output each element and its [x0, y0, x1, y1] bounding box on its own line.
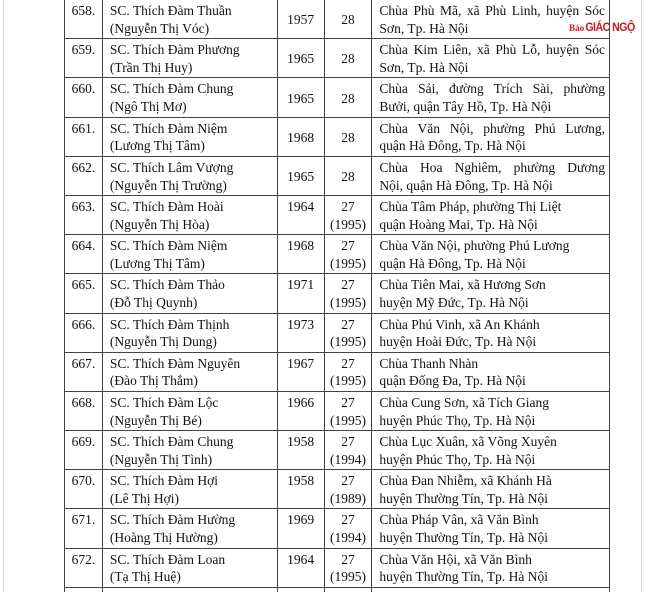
table-row: [65, 392, 610, 431]
secular-name: (Đỗ Thị Quynh): [109, 295, 198, 311]
cell-number: [65, 314, 103, 352]
cell-number: [65, 549, 103, 587]
address-line-1: Chùa Văn Hội, xã Văn Bình: [379, 551, 532, 567]
address-line-2: quận Hà Đông, Tp. Hà Nội: [379, 255, 526, 271]
row-number: 665.: [71, 277, 96, 293]
birth-year: 1958: [287, 473, 315, 489]
age-year: (1994): [329, 530, 366, 546]
row-number: 670.: [71, 473, 96, 489]
age-value: 27: [341, 238, 355, 254]
birth-year: 1971: [287, 277, 315, 293]
watermark-logo: GIÁC NGỘ: [585, 20, 635, 34]
age-value: 27: [341, 473, 355, 489]
age-value: 28: [341, 51, 355, 67]
row-number: 669.: [71, 434, 96, 450]
watermark-prefix: Báo: [569, 24, 585, 34]
address-line-1: Chùa Văn Nội, phường Phú Lương,: [379, 120, 605, 136]
cell-number: [65, 235, 103, 273]
address-line-1: Chùa Tâm Pháp, phường Thị Liệt: [379, 198, 562, 214]
address-line-2: huyện Phúc Thọ, Tp. Hà Nội: [379, 451, 536, 467]
cell-name: [103, 235, 278, 273]
age-year: (1995): [329, 334, 366, 350]
address-line-1: Chùa Tiên Mai, xã Hương Sơn: [379, 277, 546, 293]
age-value: 27: [341, 198, 355, 214]
secular-name: (Lương Thị Tâm): [109, 138, 205, 154]
cell-birth-year: [278, 39, 325, 77]
cell-address: [372, 353, 610, 391]
row-number: 659.: [71, 42, 96, 58]
birth-year: 1969: [287, 512, 315, 528]
watermark: [569, 20, 639, 34]
cell-birth-year: [278, 78, 325, 116]
table-row: [65, 549, 610, 588]
dharma-name: SC. Thích Đàm Phương: [109, 42, 240, 58]
cell-birth-year: [278, 274, 325, 312]
cell-number: [65, 274, 103, 312]
cell-name: [103, 353, 278, 391]
cell-birth-year: [278, 118, 325, 156]
secular-name: (Đào Thị Thắm): [109, 373, 198, 389]
address-line-1: Chùa Pháp Vân, xã Văn Bình: [379, 512, 539, 528]
cell-address: [372, 78, 610, 116]
cell-birth-year: [278, 509, 325, 547]
cell-number: [65, 392, 103, 430]
cell-number: [65, 0, 103, 38]
address-line-2: quận Đống Đa, Tp. Hà Nội: [379, 373, 526, 389]
cell-address: [372, 118, 610, 156]
row-number: 667.: [71, 355, 96, 371]
birth-year: 1967: [287, 355, 315, 371]
cell-address: [372, 196, 610, 234]
dharma-name: SC. Thích Đàm Loan: [109, 551, 226, 567]
cell-birth-year: [278, 431, 325, 469]
cell-age: [325, 392, 373, 430]
secular-name: (Nguyễn Thị Vóc): [109, 20, 210, 36]
cell-name: [103, 118, 278, 156]
secular-name: (Tạ Thị Huệ): [109, 569, 181, 585]
cell-birth-year: [278, 392, 325, 430]
secular-name: (Nguyễn Thị Dung): [109, 334, 217, 350]
cell-address: [372, 392, 610, 430]
birth-year: 1964: [287, 551, 315, 567]
age-year: (1995): [329, 569, 366, 585]
cell-address: [372, 274, 610, 312]
secular-name: (Nguyễn Thị Trường): [109, 177, 227, 193]
cell-number: [65, 196, 103, 234]
age-value: 27: [341, 316, 355, 332]
cell-birth-year: [278, 0, 325, 38]
cell-address: [372, 431, 610, 469]
cell-name: [103, 549, 278, 587]
cell-birth-year: [278, 549, 325, 587]
cell-age: [325, 196, 373, 234]
address-line-1: Chùa Văn Nội, phường Phú Lương: [379, 238, 570, 254]
dharma-name: SC. Thích Đàm Hợi: [109, 473, 219, 489]
cell-number: [65, 431, 103, 469]
cell-address: [372, 235, 610, 273]
age-year: (1995): [329, 412, 366, 428]
cell-address: [372, 588, 610, 592]
age-year: (1995): [329, 373, 366, 389]
row-number: 672.: [71, 551, 96, 567]
row-number: 660.: [71, 81, 96, 97]
cell-birth-year: [278, 235, 325, 273]
birth-year: 1966: [287, 394, 315, 410]
cell-address: [372, 509, 610, 547]
age-value: 28: [341, 12, 355, 28]
address-line-2: Sơn, Tp. Hà Nội: [379, 59, 469, 75]
address-line-2: huyện Hoài Đức, Tp. Hà Nội: [379, 334, 537, 350]
cell-address: [372, 549, 610, 587]
dharma-name: SC. Thích Đàm Niệm: [109, 238, 228, 254]
cell-age: [325, 235, 373, 273]
cell-name: [103, 470, 278, 508]
address-line-1: Chùa Phú Vinh, xã An Khánh: [379, 316, 540, 332]
table-row: [65, 78, 610, 117]
age-year: (1995): [329, 295, 366, 311]
cell-age: [325, 470, 373, 508]
birth-year: 1965: [287, 168, 315, 184]
table-row: [65, 0, 610, 39]
cell-age: [325, 274, 373, 312]
cell-number: [65, 118, 103, 156]
cell-age: [325, 588, 373, 592]
secular-name: (Hoàng Thị Hường): [109, 530, 218, 546]
cell-age: [325, 157, 373, 195]
row-number: 658.: [71, 3, 96, 18]
birth-year: 1973: [287, 316, 315, 332]
age-value: 27: [341, 277, 355, 293]
address-line-2: Bưởi, quận Tây Hồ, Tp. Hà Nội: [379, 99, 552, 115]
cell-name: [103, 78, 278, 116]
secular-name: (Lê Thị Hợi): [109, 491, 180, 507]
cell-address: [372, 39, 610, 77]
cell-name: [103, 196, 278, 234]
address-line-2: huyện Phúc Thọ, Tp. Hà Nội: [379, 412, 536, 428]
cell-number: [65, 39, 103, 77]
cell-age: [325, 0, 373, 38]
dharma-name: SC. Thích Đàm Chung: [109, 81, 234, 97]
address-line-1: Chùa Thanh Nhàn: [379, 355, 479, 371]
birth-year: 1958: [287, 434, 315, 450]
dharma-name: SC. Thích Đàm Lộc: [109, 394, 219, 410]
cell-number: [65, 470, 103, 508]
address-line-2: huyện Mỹ Đức, Tp. Hà Nội: [379, 295, 529, 311]
dharma-name: SC. Thích Đàm Hoài: [109, 198, 224, 214]
address-line-1: Chùa Hoa Nghiêm, phường Dương: [379, 159, 605, 175]
age-year: (1989): [329, 491, 366, 507]
row-number: 664.: [71, 238, 96, 254]
cell-name: [103, 509, 278, 547]
table-row: [65, 314, 610, 353]
cell-age: [325, 431, 373, 469]
cell-age: [325, 314, 373, 352]
age-year: (1994): [329, 451, 366, 467]
secular-name: (Nguyễn Thị Bé): [109, 412, 202, 428]
address-line-2: Sơn, Tp. Hà Nội: [379, 20, 469, 36]
cell-address: [372, 314, 610, 352]
cell-birth-year: [278, 157, 325, 195]
cell-birth-year: [278, 196, 325, 234]
table-row: [65, 118, 610, 157]
cell-birth-year: [278, 470, 325, 508]
table-row: [65, 235, 610, 274]
cell-birth-year: [278, 588, 325, 592]
address-line-2: huyện Thường Tín, Tp. Hà Nội: [379, 491, 548, 507]
secular-name: (Lương Thị Tâm): [109, 255, 205, 271]
address-line-2: huyện Thường Tín, Tp. Hà Nội: [379, 530, 548, 546]
table-row: [65, 274, 610, 313]
age-value: 28: [341, 129, 355, 145]
dharma-name: SC. Thích Đàm Chung: [109, 434, 234, 450]
table-row: [65, 353, 610, 392]
page-right-edge: [641, 0, 642, 592]
birth-year: 1957: [287, 12, 315, 28]
secular-name: (Ngô Thị Mơ): [109, 99, 187, 115]
table-row: [65, 431, 610, 470]
birth-year: 1964: [287, 198, 315, 214]
table-row: [65, 196, 610, 235]
cell-age: [325, 509, 373, 547]
age-year: (1995): [329, 255, 366, 271]
age-value: 28: [341, 90, 355, 106]
address-line-1: Chùa Kim Liên, xã Phù Lỗ, huyện Sóc: [379, 42, 605, 58]
cell-name: [103, 0, 278, 38]
address-line-2: Nội, quận Hà Đông, Tp. Hà Nội: [379, 177, 553, 193]
address-line-1: Chùa Sải, đường Trích Sài, phường: [379, 81, 605, 97]
address-line-1: Chùa Cung Sơn, xã Tích Giang: [379, 394, 550, 410]
address-line-1: Chùa Đan Nhiễm, xã Khánh Hà: [379, 473, 552, 489]
address-line-1: Chùa Phù Mã, xã Phù Linh, huyện Sóc: [379, 3, 605, 18]
cell-name: [103, 157, 278, 195]
dharma-name: SC. Thích Đàm Thịnh: [109, 316, 230, 332]
cell-name: [103, 431, 278, 469]
secular-name: (Nguyễn Thị Tình): [109, 451, 213, 467]
age-value: 27: [341, 394, 355, 410]
age-value: 27: [341, 551, 355, 567]
age-value: 27: [341, 434, 355, 450]
age-value: 28: [341, 168, 355, 184]
dharma-name: SC. Thích Lâm Vượng: [109, 159, 234, 175]
dharma-name: SC. Thích Đàm Nguyên: [109, 355, 241, 371]
row-number: 662.: [71, 159, 96, 175]
birth-year: 1968: [287, 238, 315, 254]
age-year: (1995): [329, 216, 366, 232]
cell-number: [65, 509, 103, 547]
row-number: 663.: [71, 198, 96, 214]
cell-address: [372, 470, 610, 508]
birth-year: 1968: [287, 129, 315, 145]
table: [64, 0, 610, 592]
age-value: 27: [341, 512, 355, 528]
row-number: 666.: [71, 316, 96, 332]
cell-age: [325, 39, 373, 77]
row-number: 661.: [71, 120, 96, 136]
secular-name: (Nguyễn Thị Hòa): [109, 216, 210, 232]
table-row: [65, 157, 610, 196]
row-number: 671.: [71, 512, 96, 528]
dharma-name: SC. Thích Đàm Niệm: [109, 120, 228, 136]
table-row: [65, 470, 610, 509]
cell-name: [103, 588, 278, 592]
age-value: 27: [341, 355, 355, 371]
table-row: [65, 588, 610, 592]
dharma-name: SC. Thích Đàm Thuần: [109, 3, 232, 18]
cell-name: [103, 314, 278, 352]
cell-age: [325, 118, 373, 156]
cell-name: [103, 392, 278, 430]
birth-year: 1965: [287, 51, 315, 67]
cell-address: [372, 157, 610, 195]
address-line-2: quận Hoàng Mai, Tp. Hà Nội: [379, 216, 538, 232]
cell-age: [325, 549, 373, 587]
cell-number: [65, 588, 103, 592]
table-row: [65, 39, 610, 78]
dharma-name: SC. Thích Đàm Hường: [109, 512, 236, 528]
dharma-name: SC. Thích Đàm Thảo: [109, 277, 225, 293]
cell-number: [65, 78, 103, 116]
address-line-1: Chùa Lục Xuân, xã Võng Xuyên: [379, 434, 557, 450]
page-left-edge: [3, 0, 4, 592]
cell-number: [65, 353, 103, 391]
birth-year: 1965: [287, 90, 315, 106]
cell-age: [325, 78, 373, 116]
table-row: [65, 509, 610, 548]
secular-name: (Trần Thị Huy): [109, 59, 193, 75]
cell-birth-year: [278, 314, 325, 352]
cell-birth-year: [278, 353, 325, 391]
address-line-2: quận Hà Đông, Tp. Hà Nội: [379, 138, 526, 154]
cell-number: [65, 157, 103, 195]
cell-name: [103, 39, 278, 77]
address-line-2: huyện Thường Tín, Tp. Hà Nội: [379, 569, 548, 585]
cell-name: [103, 274, 278, 312]
cell-age: [325, 353, 373, 391]
row-number: 668.: [71, 394, 96, 410]
